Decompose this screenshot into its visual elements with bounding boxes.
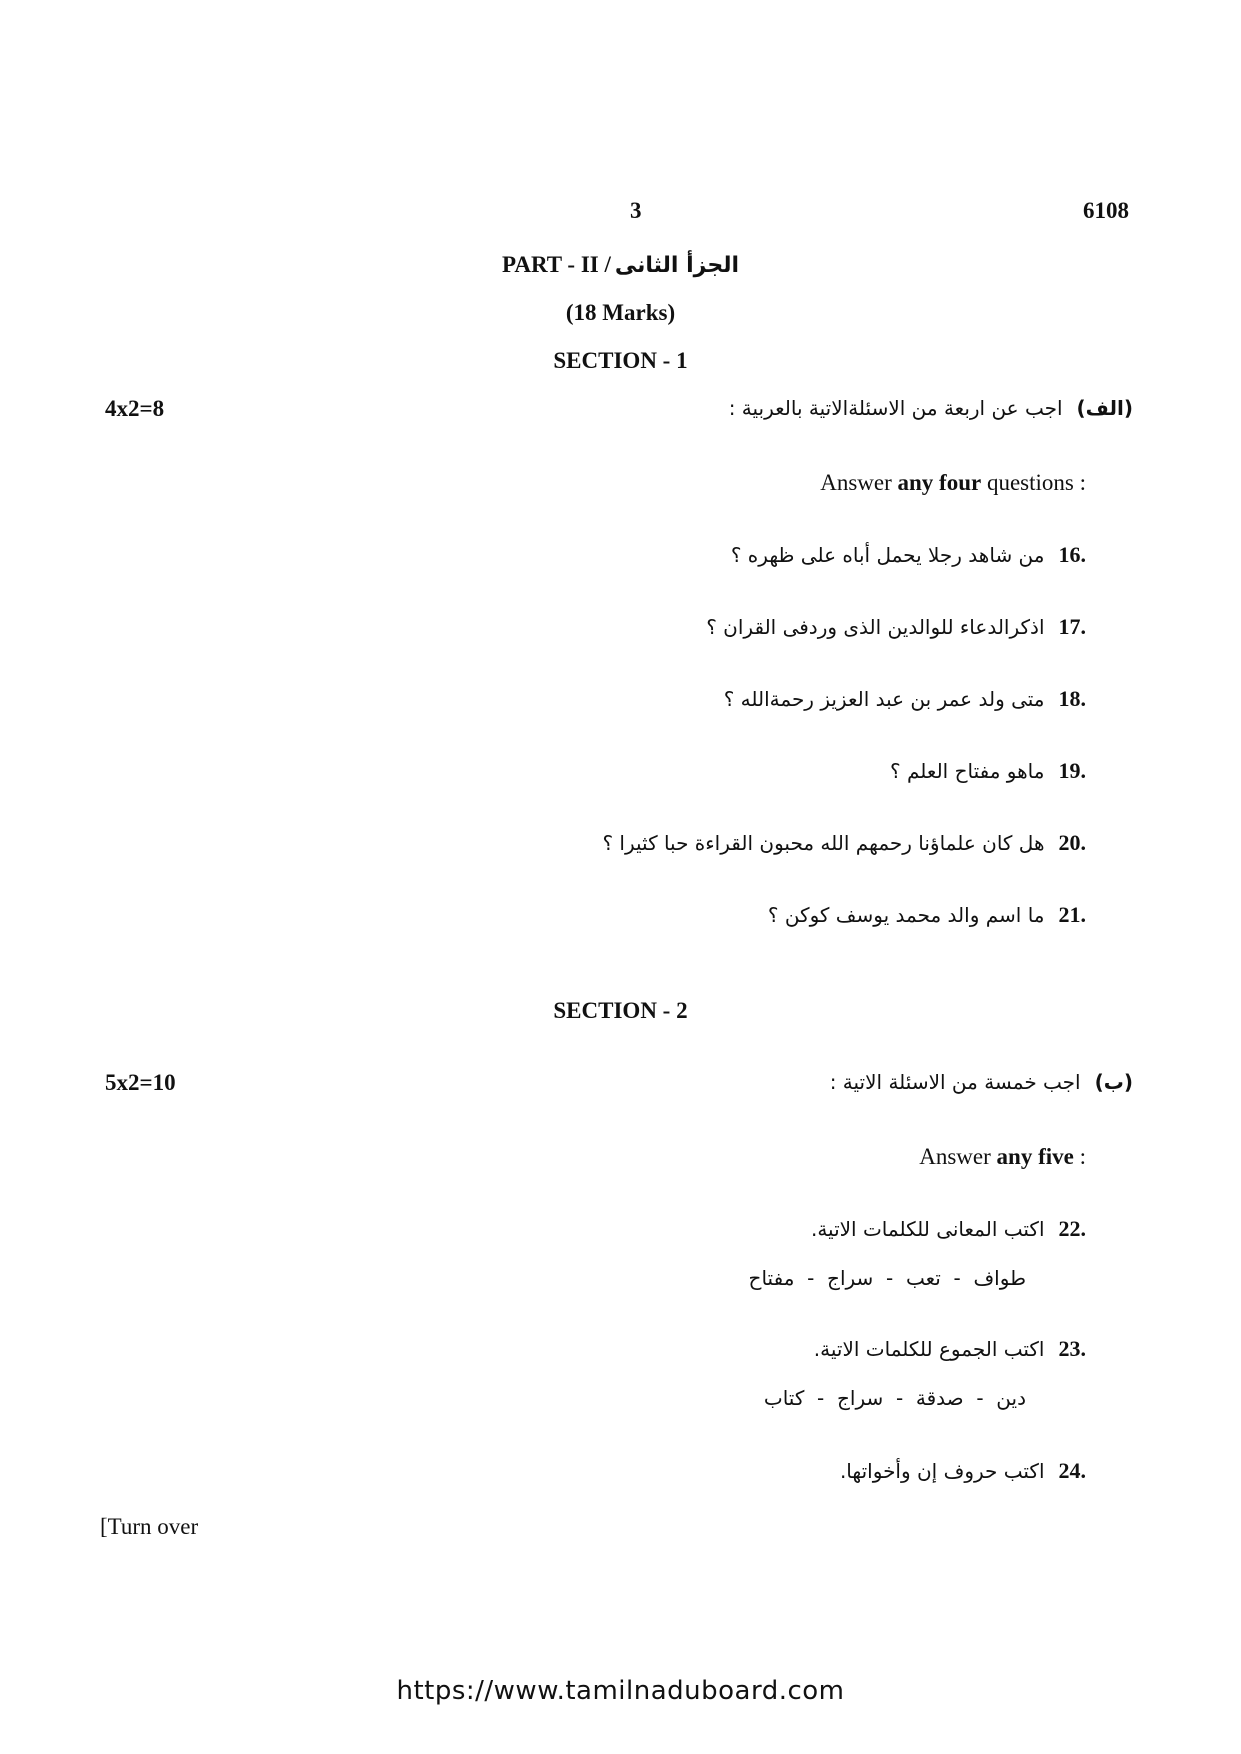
question-22-words: طواف - تعب - سراج - مفتاح: [748, 1266, 1026, 1290]
question-text: متى ولد عمر بن عبد العزيز رحمةالله ؟: [723, 687, 1045, 711]
part-title: [0, 252, 1241, 278]
question-21: [768, 902, 1086, 928]
question-text: ماهو مفتاح العلم ؟: [890, 759, 1045, 783]
question-number: 21.: [1058, 902, 1086, 927]
question-17: [706, 614, 1086, 640]
section1-label: (الف): [1076, 396, 1133, 420]
part-title-english: PART - II /: [502, 252, 611, 277]
section1-title: SECTION - 1: [553, 348, 688, 373]
section2-english-instruction: [919, 1144, 1086, 1170]
turn-over-note: [Turn over: [100, 1514, 199, 1539]
question-text: من شاهد رجلا يحمل أباه على ظهره ؟: [730, 543, 1045, 567]
section1-english-prefix: Answer: [820, 470, 892, 495]
section2-english-prefix: Answer: [919, 1144, 991, 1169]
section2-title: SECTION - 2: [553, 998, 688, 1023]
section2-english-bold: any five: [996, 1144, 1074, 1169]
question-number: 23.: [1058, 1336, 1086, 1361]
question-text: هل كان علماؤنا رحمهم الله محبون القراءة حبا كثيرا ؟: [602, 831, 1045, 855]
part-title-arabic: الجزأ الثانى: [614, 253, 739, 278]
question-23: [814, 1336, 1086, 1362]
question-18: [724, 686, 1086, 712]
section1-instruction: [729, 396, 1133, 420]
marks-total: (18 Marks): [565, 300, 676, 325]
page-number: 3: [630, 198, 642, 223]
question-number: 22.: [1058, 1216, 1086, 1241]
question-number: 19.: [1058, 758, 1086, 783]
question-22: [811, 1216, 1086, 1242]
website-url: https://www.tamilnaduboard.com: [396, 1676, 845, 1706]
paper-code: 6108: [1083, 198, 1129, 223]
question-16: [731, 542, 1086, 568]
question-number: 24.: [1058, 1458, 1086, 1483]
section1-english-instruction: [820, 470, 1086, 496]
question-text: ما اسم والد محمد يوسف كوكن ؟: [767, 903, 1045, 927]
question-number: 16.: [1058, 542, 1086, 567]
section2-instruction: [830, 1070, 1133, 1094]
section2-instruction-arabic: اجب خمسة من الاسئلة الاتية :: [829, 1070, 1081, 1094]
section2-marks-formula: 5x2=10: [105, 1070, 176, 1095]
question-20: [602, 830, 1086, 856]
question-text: اكتب المعانى للكلمات الاتية.: [810, 1217, 1045, 1241]
question-number: 18.: [1058, 686, 1086, 711]
section2-label: (ب): [1094, 1070, 1133, 1094]
section1-instruction-arabic: اجب عن اربعة من الاسئلةالاتية بالعربية :: [728, 396, 1063, 420]
section1-english-bold: any four: [897, 470, 982, 495]
section1-english-suffix: questions :: [986, 470, 1086, 495]
question-number: 17.: [1058, 614, 1086, 639]
section2-english-suffix: :: [1079, 1144, 1086, 1169]
question-text: اكتب حروف إن وأخواتها.: [839, 1459, 1045, 1483]
question-24: [840, 1458, 1086, 1484]
question-number: 20.: [1058, 830, 1086, 855]
question-text: اذكرالدعاء للوالدين الذى وردفى القران ؟: [706, 615, 1045, 639]
question-text: اكتب الجموع للكلمات الاتية.: [813, 1337, 1045, 1361]
question-19: [890, 758, 1086, 784]
question-23-words: دين - صدقة - سراج - كتاب: [763, 1386, 1026, 1410]
section1-marks-formula: 4x2=8: [105, 396, 165, 421]
